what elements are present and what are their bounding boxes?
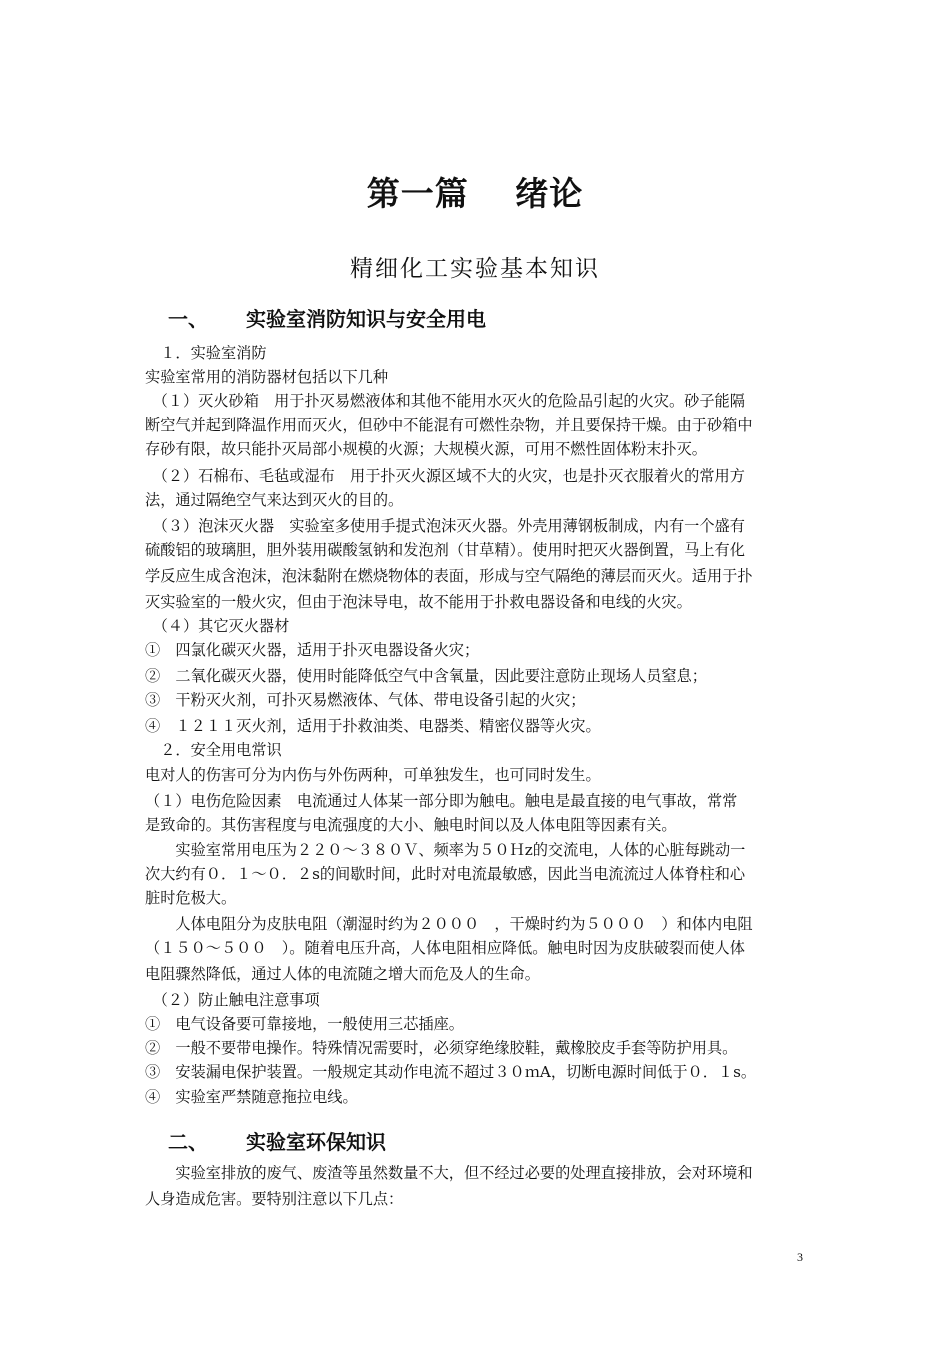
body-line: （４）其它灭火器材	[145, 617, 290, 635]
body-line: ③ 干粉灭火剂，可扑灭易燃液体、气体、带电设备引起的火灾；	[145, 691, 586, 709]
body-line: 实验室常用电压为２２０～３８０Ｖ、频率为５０Ｈz的交流电，人体的心脏每跳动一	[145, 841, 746, 859]
page-title: 第一篇 绪论	[366, 174, 584, 213]
body-line: （２）防止触电注意事项	[145, 991, 320, 1009]
body-line: 学反应生成含泡沫，泡沫黏附在燃烧物体的表面，形成与空气隔绝的薄层而灭火。适用于扑	[145, 567, 753, 585]
section-heading-1	[168, 303, 486, 332]
body-line: 人体电阻分为皮肤电阻（潮湿时约为２０００ ，干燥时约为５０００ ）和体内电阻	[145, 915, 753, 933]
body-line: ③ 安装漏电保护装置。一般规定其动作电流不超过３０ｍA，切断电源时间低于０．１s。	[145, 1063, 757, 1081]
section-title: 实验室环保知识	[246, 1130, 386, 1154]
body-line: 次大约有０．１～０．２s的间歇时间，此时对电流最敏感，因此当电流流过人体脊柱和心	[145, 865, 746, 883]
body-line: 电对人的伤害可分为内伤与外伤两种，可单独发生，也可同时发生。	[145, 766, 601, 784]
body-line: 实验室常用的消防器材包括以下几种	[145, 368, 388, 386]
body-line: 存砂有限，故只能扑灭局部小规模的火源；大规模火源，可用不燃性固体粉末扑灭。	[145, 440, 707, 458]
section-heading-2	[168, 1126, 386, 1155]
section-title: 实验室消防知识与安全用电	[246, 307, 486, 331]
body-line: 断空气并起到降温作用而灭火，但砂中不能混有可燃性杂物，并且要保持干燥。由于砂箱中	[145, 416, 753, 434]
body-line: 实验室排放的废气、废渣等虽然数量不大，但不经过必要的处理直接排放，会对环境和	[145, 1164, 753, 1182]
subtitle: 精细化工实验基本知识	[350, 256, 600, 282]
body-line: １．实验室消防	[145, 344, 267, 362]
section-number: 一、	[168, 307, 208, 331]
body-line: （３）泡沫灭火器 实验室多使用手提式泡沫灭火器。外壳用薄钢板制成，内有一个盛有	[145, 517, 745, 535]
body-line: 电阻骤然降低，通过人体的电流随之增大而危及人的生命。	[145, 965, 540, 983]
body-line: ① 电气设备要可靠接地，一般使用三芯插座。	[145, 1015, 464, 1033]
body-line: （１）灭火砂箱 用于扑灭易燃液体和其他不能用水灭火的危险品引起的火灾。砂子能隔	[145, 392, 745, 410]
page-number: 3	[797, 1250, 803, 1264]
body-line: 法，通过隔绝空气来达到灭火的目的。	[145, 491, 404, 509]
body-line: ２．安全用电常识	[145, 741, 282, 759]
body-line: ④ 实验室严禁随意拖拉电线。	[145, 1088, 358, 1106]
body-line: 硫酸铝的玻璃胆，胆外装用碳酸氢钠和发泡剂（甘草精）。使用时把灭火器倒置，马上有化	[145, 541, 745, 559]
body-line: 是致命的。其伤害程度与电流强度的大小、触电时间以及人体电阻等因素有关。	[145, 816, 677, 834]
body-line: （１）电伤危险因素 电流通过人体某一部分即为触电。触电是最直接的电气事故，常常	[145, 792, 738, 810]
body-line: （２）石棉布、毛毡或湿布 用于扑灭火源区域不大的火灾，也是扑灭衣服着火的常用方	[145, 467, 745, 485]
body-line: ② 二氧化碳灭火器，使用时能降低空气中含氧量，因此要注意防止现场人员窒息；	[145, 667, 707, 685]
body-line: （１５０～５００ ）。随着电压升高，人体电阻相应降低。触电时因为皮肤破裂而使人体	[145, 939, 745, 957]
body-line: ② 一般不要带电操作。特殊情况需要时，必须穿绝缘胶鞋，戴橡胶皮手套等防护用具。	[145, 1039, 738, 1057]
body-line: 脏时危极大。	[145, 889, 237, 907]
body-line: 人身造成危害。要特别注意以下几点：	[145, 1190, 404, 1208]
section-number: 二、	[168, 1130, 208, 1154]
body-line: 灭实验室的一般火灾，但由于泡沫导电，故不能用于扑救电器设备和电线的火灾。	[145, 593, 692, 611]
body-line: ④ １２１１灭火剂，适用于扑救油类、电器类、精密仪器等火灾。	[145, 717, 601, 735]
body-line: ① 四氯化碳灭火器，适用于扑灭电器设备火灾；	[145, 641, 480, 659]
